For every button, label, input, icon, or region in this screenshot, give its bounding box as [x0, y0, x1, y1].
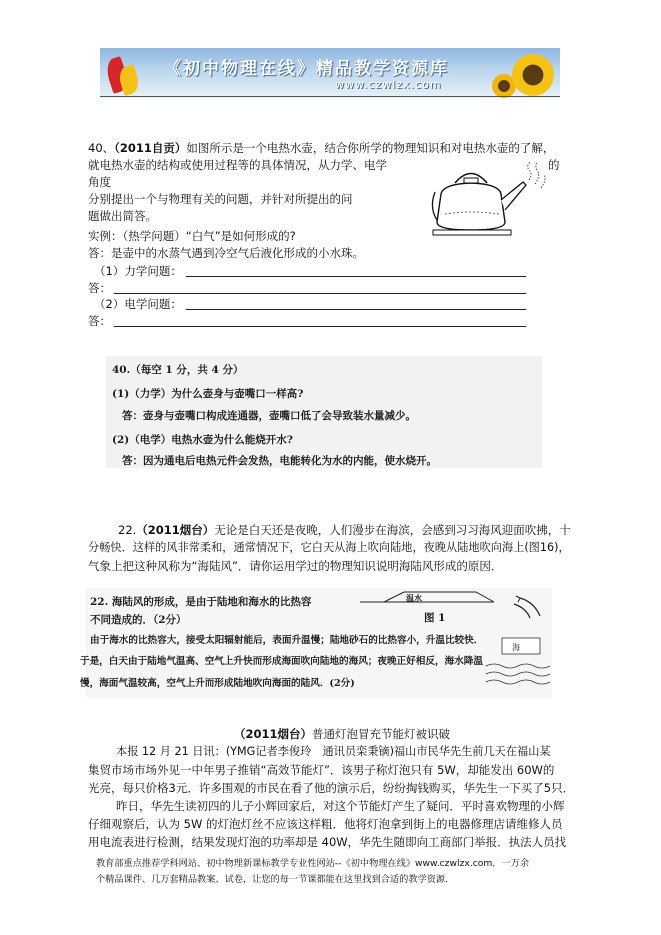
footer-line2: 个精品课件、几万套精品教案、试卷，让您的每一节课都能在这里找到合适的教学资源．: [96, 874, 455, 885]
news-p1-line2: 集贸市场市场外见一中年男子推销“高效节能灯”．该男子称灯泡只有 5W，却能发出 60W的: [88, 763, 555, 777]
banner-url[interactable]: www.czwlzx.com: [335, 78, 442, 91]
ans40-line2: 答：壶身与壶嘴口构成连通器，壶嘴口低了会导致装水量减少。: [122, 410, 416, 422]
q40-line3: 角度: [88, 175, 111, 189]
news-title-text: 普通灯泡冒充节能灯被识破: [312, 727, 451, 741]
ans40-line4: 答：因为通电后电热元件会发热，电能转化为水的内能，使水烧开。: [122, 455, 437, 467]
q40-answer-label-2: 答：: [88, 314, 111, 328]
mech-answer-blank[interactable]: [114, 293, 526, 294]
news-p2-line2: 仔细观察后，认为 5W 的灯泡灯丝不应该这样粗．他将灯泡拿到街上的电器修理店请维修人员: [88, 817, 563, 831]
q40-line5: 题做出简答。: [88, 209, 157, 223]
ans22-line5: 慢，海面气温较高，空气上升而形成陆地吹向海面的陆风．(2分): [80, 678, 355, 689]
banner-divider: [100, 96, 560, 97]
sea-breeze-diagram-top: [344, 588, 552, 632]
electric-kettle-figure: [431, 162, 551, 238]
elec-answer-blank[interactable]: [114, 326, 526, 327]
footer-line1: 教育部重点推荐学科网站、初中物理新课标教学专业性网站--《初中物理在线》www.czwlzx.com．一万余: [96, 858, 530, 869]
site-banner: [100, 48, 560, 98]
ans22-sea-label: 海: [512, 643, 520, 652]
news-title-source: （2011烟台）: [234, 727, 313, 741]
q40-line2b: 的: [548, 158, 560, 172]
q40-text: 如图所示是一个电热水壶，结合你所学的物理知识和对电热水壶的了解，: [186, 141, 555, 155]
q40-line2a: 就电热水壶的结构或使用过程等的具体情况，从力学、电学: [88, 158, 387, 172]
news-title: [234, 726, 450, 742]
q40-answer-scan: [106, 356, 542, 468]
news-p2-line1: 昨日，华先生读初四的儿子小辉回家后，对这个节能灯产生了疑问．平时喜欢物理的小辉: [116, 799, 565, 813]
banner-title: 《初中物理在线》精品教学资源库: [164, 59, 449, 79]
q40-elec-question-label: （2）电学问题：: [94, 297, 182, 311]
ans22-line3: 由于海水的比热容大，接受太阳辐射能后，表面升温慢；陆地砂石的比热容小，升温比较快．: [90, 635, 484, 646]
q22-line1: [118, 522, 571, 538]
sunflower-icon: [512, 54, 554, 96]
news-p1-line1: 本报 12 月 21 日讯：(YMG记者李俊玲 通讯员栾秉镝)福山市民华先生前几天在福山某: [116, 745, 551, 758]
q40-number: 40、: [88, 141, 115, 155]
news-p2-line3: 用电流表进行检测，结果发现灯泡的功率却是 40W，华先生随即向工商部门举报．执法人员找: [88, 835, 567, 849]
q40-source: （2011自贡）: [114, 141, 187, 155]
ans40-line1: (1)（力学）为什么壶身与壶嘴口一样高?: [112, 388, 304, 400]
ans22-line2: 不同造成的．（2分）: [90, 614, 187, 626]
mech-question-blank[interactable]: [186, 276, 526, 277]
ans40-line3: (2)（电学）电热水壶为什么能烧开水?: [112, 434, 293, 446]
q22-source: （2011烟台）: [136, 523, 215, 537]
q22-number: 22.: [118, 523, 137, 537]
q22-text: 无论是白天还是夜晚，人们漫步在海滨，会感到习习海风迎面吹拂，十: [214, 523, 571, 537]
q40-answer-label-1: 答：: [88, 281, 111, 295]
ans22-box-label: 温水: [406, 593, 422, 603]
ans22-figure-label: 图 1: [424, 612, 446, 624]
q40-line1: [88, 140, 554, 156]
q22-line3: 气象上把这种风称为“海陆风”．请你运用学过的物理知识说明海陆风形成的原因．: [88, 559, 503, 573]
q40-example-answer: 答：是壶中的水蒸气遇到冷空气后液化形成的小水珠。: [88, 246, 364, 260]
news-p1-line3: 光亮，每只价格3元．许多围观的市民在看了他的演示后，纷纷掏钱购买，华先生一下买了5只．: [88, 781, 575, 795]
ans22-line4: 于是，白天由于陆地气温高、空气上升快而形成海面吹向陆地的海风；夜晚正好相反，海水降温: [80, 656, 483, 667]
page-footer: [96, 856, 566, 888]
q40-example-question: 实例：（热学问题）“白气”是如何形成的?: [88, 229, 296, 243]
q22-answer-scan: [80, 588, 552, 698]
q40-mech-question-label: （1）力学问题：: [94, 264, 182, 278]
q22-line2: 分畅快．这样的风非常柔和，通常情况下，它白天从海上吹向陆地，夜晚从陆地吹向海上(图16)，: [88, 541, 570, 554]
ans40-heading: 40.（每空 1 分，共 4 分）: [112, 364, 244, 376]
elec-question-blank[interactable]: [186, 309, 526, 310]
ans22-line1: 22. 海陆风的形成，是由于陆地和海水的比热容: [90, 596, 312, 608]
q40-line4: 分别提出一个与物理有关的问题，并针对所提出的问: [88, 192, 353, 206]
